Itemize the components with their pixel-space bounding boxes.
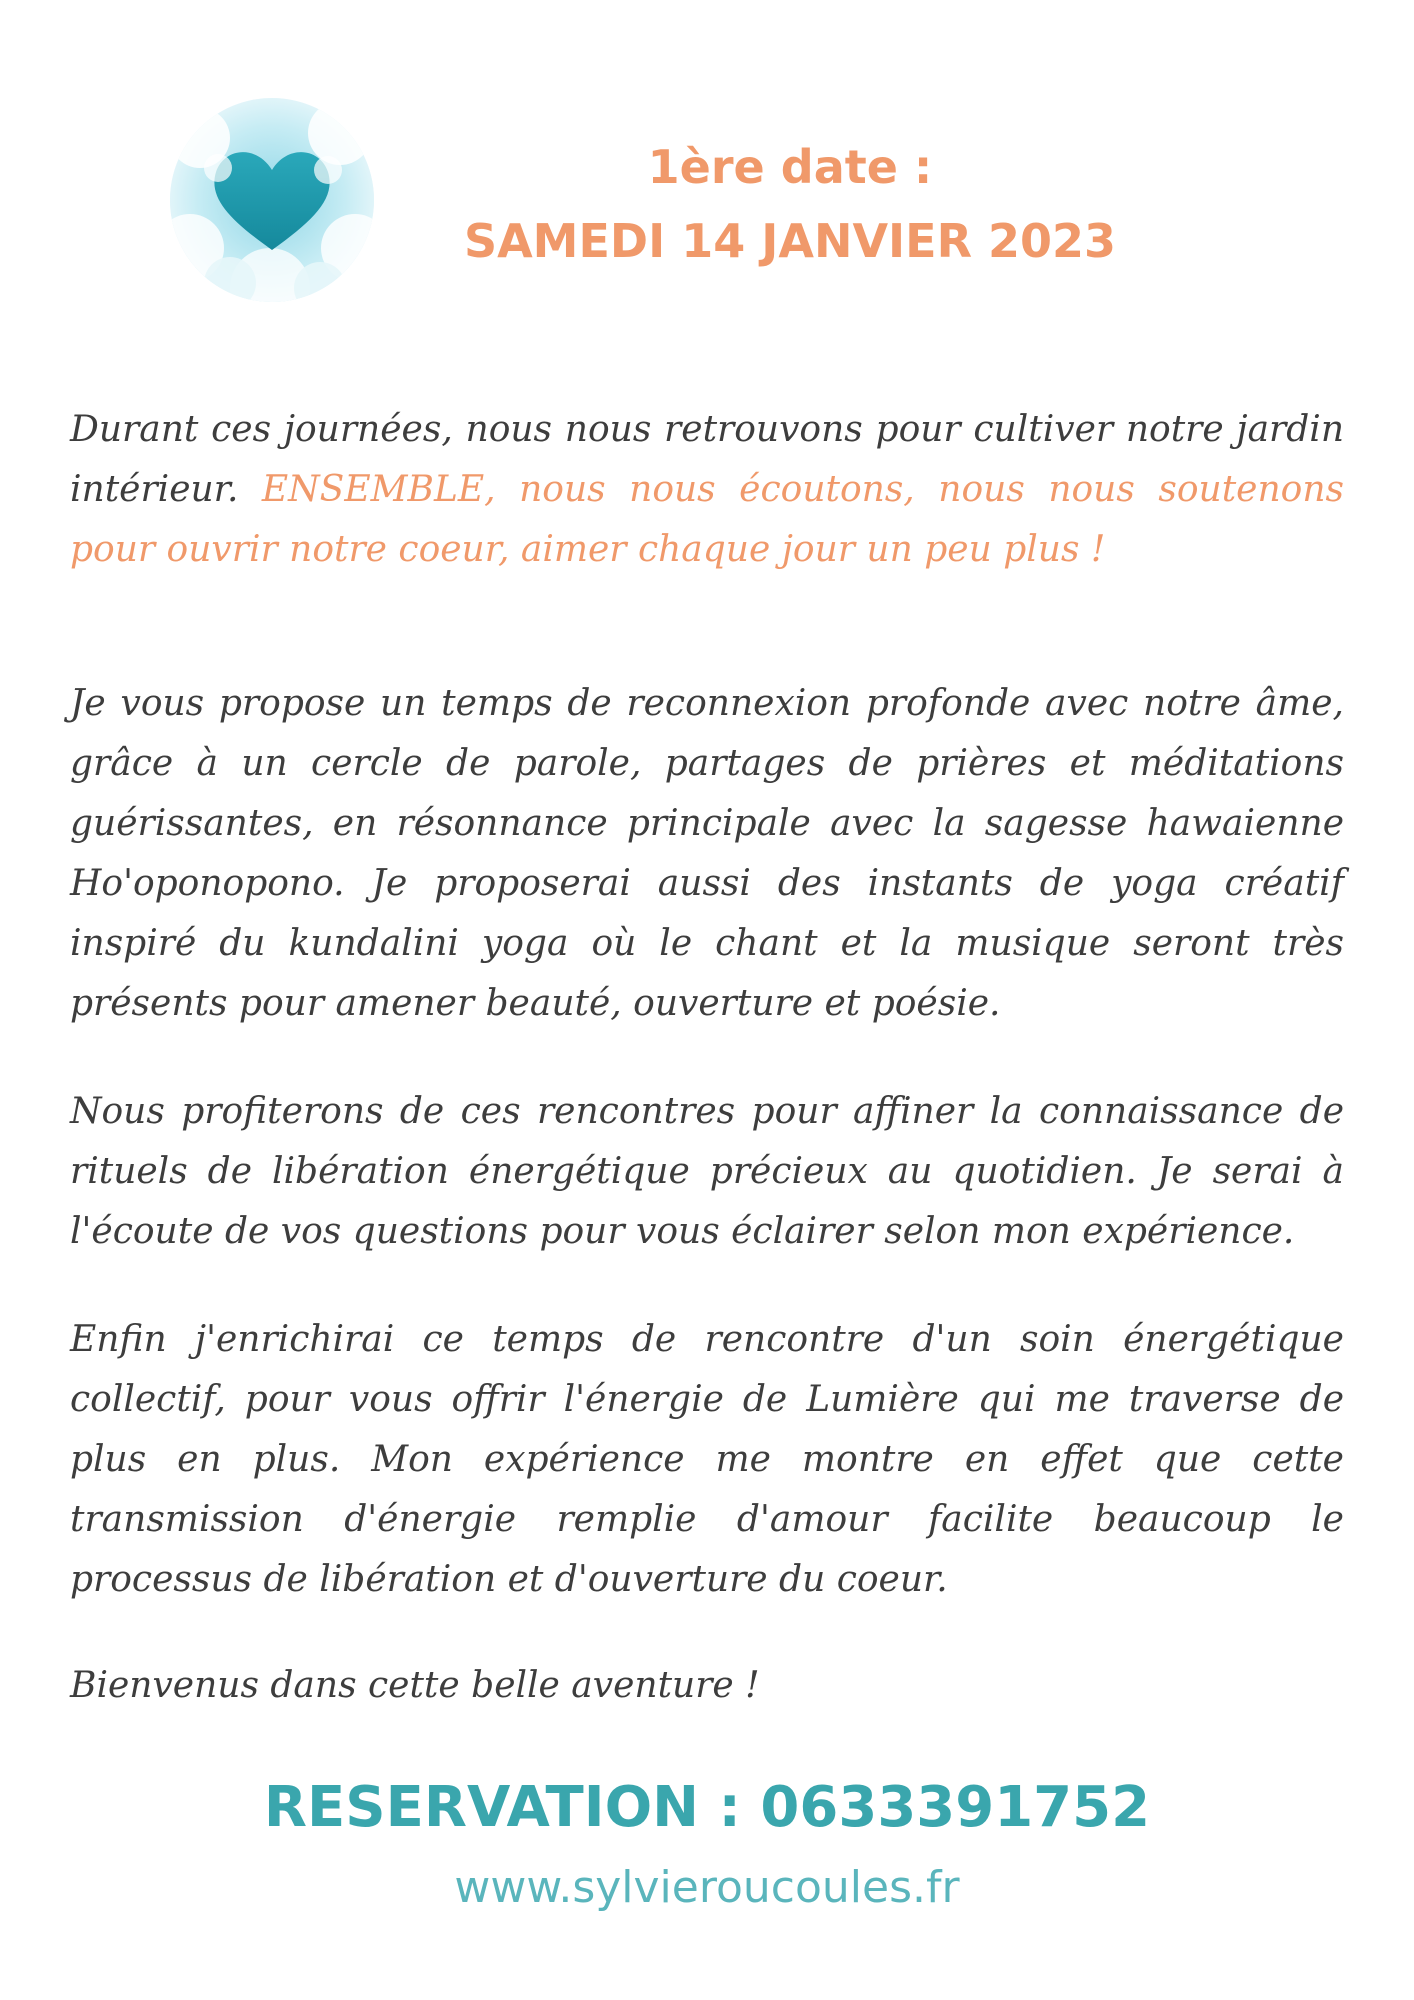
welcome-paragraph: Bienvenus dans cette belle aventure ! xyxy=(70,1665,760,1706)
intro-text: Durant ces journées, nous nous retrouvons pour cultiver notre jardin intérieur. xyxy=(70,409,1344,510)
event-date: SAMEDI 14 JANVIER 2023 xyxy=(463,214,1117,268)
event-date-header xyxy=(420,130,1160,278)
reservation-phone[interactable]: RESERVATION : 0633391752 xyxy=(263,1775,1151,1840)
program-paragraph: Je vous propose un temps de reconnexion profonde avec notre âme, grâce à un cercle de parole, partages de prières et méditations guérissantes, en résonnance principale avec la sagesse hawaienne Ho'oponopono. Je proposerai aussi des instants de yoga créatif inspiré du kundalini yoga où le chant et la musique seront très présents pour amener beauté, ouverture et poésie. xyxy=(70,683,1344,1024)
heart-cloud-icon xyxy=(170,98,374,302)
website-link[interactable]: www.sylvieroucoules.fr xyxy=(454,1862,960,1913)
rituals-paragraph: Nous profiterons de ces rencontres pour affiner la connaissance de rituels de libération énergétique précieux au quotidien. Je serai à l'écoute de vos questions pour vous éclairer selon mon expérience. xyxy=(70,1091,1344,1252)
date-label: 1ère date : xyxy=(647,140,933,194)
heart-cloud-logo xyxy=(170,98,374,302)
intro-paragraph xyxy=(70,400,1344,580)
intro-highlight: ENSEMBLE, nous nous écoutons, nous nous soutenons pour ouvrir notre coeur, aimer chaque jour un peu plus ! xyxy=(70,469,1344,570)
energy-care-paragraph: Enfin j'enrichirai ce temps de rencontre d'un soin énergétique collectif, pour vous offrir l'énergie de Lumière qui me traverse de plus en plus. Mon expérience me montre en effet que cette transmission d'énergie remplie d'amour facilite beaucoup le processus de libération et d'ouverture du coeur. xyxy=(70,1319,1344,1600)
